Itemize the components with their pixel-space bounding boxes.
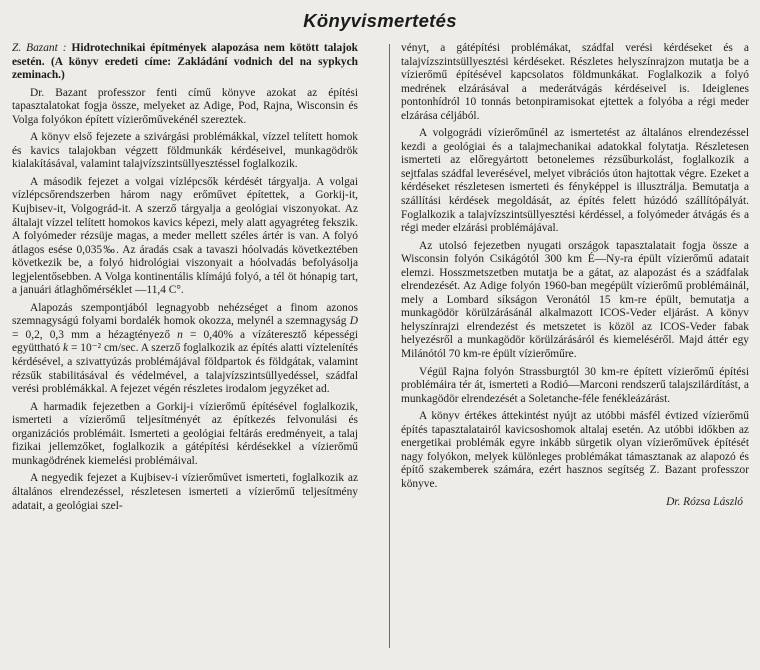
page-heading: Könyvismertetés [303, 10, 457, 31]
left-column [12, 42, 358, 517]
left-paragraph-5: A harmadik fejezetben a Gorkij-i vízierőmű építésével foglalkozik, ismerteti a vízierőmű teljesítményét az építkezés felvonulási és organizációs problémáit. Ismerteti a geológiai feltárás eredményeit, a talaj fizikai jellemzőket, foglalkozik a gátépítési kérdésekkel a vízierőmű munkagödrének kiemelési problémáival. [12, 400, 358, 467]
author-signature: Dr. Rózsa László [666, 495, 743, 508]
reference-original-title: (A könyv eredeti címe: Zakládání vodnich del na sypkych zeminach.) [12, 55, 358, 82]
reference-paragraph [12, 42, 358, 83]
left-paragraph-6: A negyedik fejezet a Kujbisev-i vízierőművet ismerteti, foglalkozik az általános elrendezéssel, részletesen ismerteti a vízierőmű teljesítmény adatait, a geológiai szel- [12, 472, 358, 512]
symbol-d: D [349, 315, 358, 328]
reference-author: Z. Bazant : [12, 42, 67, 54]
p4-text-mid-2: = 0,40% a vízáteresztő képességi együttható [12, 328, 359, 355]
right-paragraph-3: Az utolsó fejezetben nyugati országok tapasztalatait fogja össze a Wisconsin folyón Csikágótól 300 km É—Ny-ra épült vízierőmű adatait elemzi. Hosszmetszetben mutatja be a gátat, az alapozást és a szádfalak elrendezését. Az Adige folyón 1960-ban megépült vízierőmű problémáinál, mely a Lombard síkságon Veronától 15 km-re épült, bemutatja a munkagödör körülzárásánál alkalmazott ICOS-Veder eljárást. A könyv helyszínrajzi elrendezést és metszetet is közöl az ICOS-Veder fabak helyezésről a munkagödör körülzárásáról és kiemeléséről. Majd áttér egy Milánótól 70 km-re épült vízierőműre. [401, 239, 749, 361]
right-paragraph-2: A volgográdi vízierőműnél az ismertetést az általános elrendezéssel kezdi a geológiai és a talajmechanikai adatokkal folytatja. Részletesen ismerteti az előregyártott betonelemes rézsűburkolást, foglalkozik a sejtfalas szádfal leverésével, melyet vibrációs úton hajtottak végre. Ezeket a kérdéseket részletesen ismerteti és fényképpel is illusztrálja. Bemutatja a szállítási kérdések megoldását, az építés felett húzódó szállítópályát. Foglalkozik a talajvízszintsüllyesztési kérdéssel, a folyómeder átvágás és a régi meder elzárási problémájával. [401, 127, 749, 235]
right-column [401, 42, 749, 509]
left-paragraph-1: Dr. Bazant professzor fenti című könyve azokat az építési tapasztalatokat fogja össze, melyeket az Adige, Pod, Rajna, Wisconsin és Volga folyókon épített vízierőművekénél szereztek. [12, 86, 358, 126]
column-divider [389, 44, 390, 648]
reference-title: Hidrotechnikai építmények alapozása nem kötött talajok esetén. [12, 42, 358, 68]
p4-text-mid-1: = 0,2, 0,3 mm a hézagtényező [12, 328, 178, 341]
left-paragraph-3: A második fejezet a volgai vízlépcsők kérdését tárgyalja. A volgai vízlépcsőrendszerben három nagy erőművet építettek, a Gorkij-it, Kujbisev-it, Volgográd-it. A szerző tárgyalja a geológiai viszonyokat. Az általajt vízzel telített homokos kavics képezi, mely alatt agyagréteg fekszik. A folyómeder rézsüje magas, a meder mellett széles ártér is van. A folyó átlagos esése 0,035‰. Az áradás csak a tavaszi hóolvadás következtében következik be, a folyó hidrológiai viszonyait a hóolvadás befolyásolja legjelentősebben. A Volga kontinentális klímájú folyó, a tél öt hónapig tart, a januári átlaghőmérséklet —11,4 C°. [12, 175, 358, 297]
symbol-k: k [62, 342, 69, 355]
right-paragraph-5: A könyv értékes áttekintést nyújt az utóbbi másfél évtized vízierőmű építés tapasztalatairól kavicsoshomok altalaj esetén. Az utóbbi időkben az energetikai problémák egyre inkább sürgetik olyan vízierőművek építését nagy folyókon, melyek különleges problémákat támasztanak az alapozó és építő szakemberek számára, ezért hasznos segítség Z. Bazant professzor könyve. [401, 410, 749, 490]
right-paragraph-1: vényt, a gátépítési problémákat, szádfal verési kérdéseket és a talajvízszintsüllyesztési kérdéseket. Részletes helyszínrajzon mutatja be a vízierőmű építésével kapcsolatos földmunkákat. Foglalkozik a folyó medrének elzárásával a mederátvágás kérdéseivel is. Ideiglenes pontonhídról 10 tonnás betonpiramisokat ejtettek a folyóba a régi meder elzárása céljából. [401, 42, 749, 122]
symbol-n: n [177, 328, 183, 341]
right-paragraph-4: Végül Rajna folyón Strassburgtól 30 km-re épített vízierőmű építési problémáira tér át, ismerteti a Rodió—Marconi rendszerű talajszilárdítást, a munkagödör elrendezését a Soletanche-féle fenékleázárást. [401, 365, 749, 405]
p4-text-mid-3: = 10⁻² cm/sec. A szerző foglalkozik az építés alatti víztelenítés kérdésével, a szivattyúzás problémájával földpartok és földgátak, valamint rézsűk stabilitásával és védelmével, a talajvízszintsüllyedéssel, szádfal verési problémákkal. A fejezet végén részletes irodalom jegyzéket ad. [12, 342, 358, 396]
p4-text-start: Alapozás szempontjából legnagyobb nehézséget a finom azonos szemnagyságú folyami bordalék homok okozza, melynél a szemnagyság [12, 301, 358, 328]
left-paragraph-4 [12, 302, 358, 397]
left-paragraph-2: A könyv első fejezete a szivárgási problémákkal, vízzel telített homok és kavics talajokban végzett földmunkák kérdéseivel, munkagödrök kialakításával, valamint talajvízszintsüllyesztéssel foglalkozik. [12, 131, 358, 171]
